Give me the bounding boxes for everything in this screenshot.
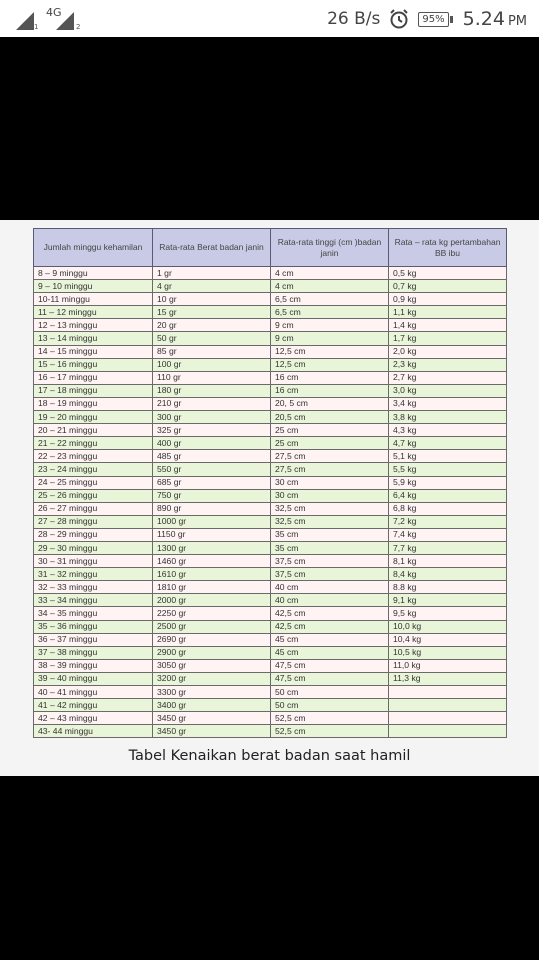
cell-weeks: 35 – 36 minggu: [34, 620, 153, 633]
cell-weight-gain: 0,7 kg: [389, 280, 507, 293]
cell-weight-gain: 7,7 kg: [389, 541, 507, 554]
cell-fetal-weight: 1300 gr: [153, 541, 271, 554]
table-row: [34, 712, 507, 725]
cell-fetal-height: 30 cm: [271, 476, 389, 489]
image-caption: Tabel Kenaikan berat badan saat hamil: [128, 748, 411, 764]
cell-fetal-weight: 1000 gr: [153, 515, 271, 528]
table-row: [34, 515, 507, 528]
cell-fetal-height: 52,5 cm: [271, 725, 389, 738]
header-weeks: Jumlah minggu kehamilan: [34, 229, 153, 267]
cell-weeks: 20 – 21 minggu: [34, 424, 153, 437]
cell-fetal-height: 20, 5 cm: [271, 397, 389, 410]
table-row: [34, 424, 507, 437]
cell-weight-gain: 7,2 kg: [389, 515, 507, 528]
table-row: [34, 411, 507, 424]
status-bar: [0, 0, 539, 37]
cell-fetal-height: 4 cm: [271, 280, 389, 293]
cell-weight-gain: 1,1 kg: [389, 306, 507, 319]
cell-weeks: 18 – 19 minggu: [34, 397, 153, 410]
table-row: [34, 594, 507, 607]
cell-weight-gain: 11,0 kg: [389, 659, 507, 672]
cell-weeks: 24 – 25 minggu: [34, 476, 153, 489]
cell-weight-gain: 2,3 kg: [389, 358, 507, 371]
cell-weight-gain: 2,0 kg: [389, 345, 507, 358]
cell-weight-gain: 2,7 kg: [389, 371, 507, 384]
cell-fetal-weight: 180 gr: [153, 384, 271, 397]
cell-weeks: 14 – 15 minggu: [34, 345, 153, 358]
cell-weight-gain: [389, 686, 507, 699]
table-header-row: [34, 229, 507, 267]
header-mother-weight-gain: Rata – rata kg pertambahan BB ibu: [389, 229, 507, 267]
status-right: [327, 6, 527, 32]
cell-fetal-height: 52,5 cm: [271, 712, 389, 725]
cell-fetal-weight: 2250 gr: [153, 607, 271, 620]
cell-fetal-height: 45 cm: [271, 633, 389, 646]
cell-weeks: 27 – 28 minggu: [34, 515, 153, 528]
cell-fetal-weight: 15 gr: [153, 306, 271, 319]
cell-fetal-weight: 1150 gr: [153, 528, 271, 541]
cell-fetal-weight: 400 gr: [153, 437, 271, 450]
cell-fetal-weight: 685 gr: [153, 476, 271, 489]
cell-weeks: 29 – 30 minggu: [34, 541, 153, 554]
cell-fetal-height: 32,5 cm: [271, 502, 389, 515]
cell-weeks: 42 – 43 minggu: [34, 712, 153, 725]
cell-weeks: 30 – 31 minggu: [34, 555, 153, 568]
table-row: [34, 528, 507, 541]
cell-fetal-height: 9 cm: [271, 319, 389, 332]
cell-weight-gain: 9,5 kg: [389, 607, 507, 620]
cell-fetal-height: 40 cm: [271, 581, 389, 594]
network-speed: 26 B/s: [327, 9, 381, 29]
cell-weeks: 34 – 35 minggu: [34, 607, 153, 620]
table-row: [34, 293, 507, 306]
cell-fetal-weight: 325 gr: [153, 424, 271, 437]
cell-fetal-height: 4 cm: [271, 267, 389, 280]
cell-weight-gain: 5,9 kg: [389, 476, 507, 489]
cell-weeks: 22 – 23 minggu: [34, 450, 153, 463]
table-row: [34, 397, 507, 410]
cell-fetal-height: 45 cm: [271, 646, 389, 659]
cell-fetal-weight: 1610 gr: [153, 568, 271, 581]
cell-fetal-height: 50 cm: [271, 699, 389, 712]
battery-icon: 95%: [418, 12, 448, 27]
cell-weeks: 41 – 42 minggu: [34, 699, 153, 712]
status-left: [14, 6, 81, 32]
cell-weight-gain: 8.8 kg: [389, 581, 507, 594]
cell-weeks: 25 – 26 minggu: [34, 489, 153, 502]
table-row: [34, 384, 507, 397]
header-fetal-weight: Rata-rata Berat badan janin: [153, 229, 271, 267]
cell-fetal-height: 12,5 cm: [271, 345, 389, 358]
table-row: [34, 725, 507, 738]
cell-weeks: 13 – 14 minggu: [34, 332, 153, 345]
cell-weeks: 16 – 17 minggu: [34, 371, 153, 384]
cell-fetal-weight: 85 gr: [153, 345, 271, 358]
signal-icon: [54, 10, 81, 32]
cell-weeks: 10-11 minggu: [34, 293, 153, 306]
cell-fetal-weight: 10 gr: [153, 293, 271, 306]
table-row: [34, 345, 507, 358]
cell-weeks: 37 – 38 minggu: [34, 646, 153, 659]
cell-fetal-height: 25 cm: [271, 437, 389, 450]
table-row: [34, 659, 507, 672]
cell-fetal-weight: 1460 gr: [153, 555, 271, 568]
cell-fetal-height: 47,5 cm: [271, 659, 389, 672]
cell-weight-gain: 8,4 kg: [389, 568, 507, 581]
cell-weeks: 36 – 37 minggu: [34, 633, 153, 646]
cell-fetal-weight: 3050 gr: [153, 659, 271, 672]
sim2-label: 2: [76, 23, 81, 31]
cell-fetal-height: 25 cm: [271, 424, 389, 437]
table-row: [34, 332, 507, 345]
table-row: [34, 633, 507, 646]
cell-weeks: 11 – 12 minggu: [34, 306, 153, 319]
table-row: [34, 672, 507, 685]
table-row: [34, 437, 507, 450]
cell-fetal-weight: 20 gr: [153, 319, 271, 332]
cell-fetal-weight: 550 gr: [153, 463, 271, 476]
network-type-label: 4G: [46, 6, 62, 19]
cell-weeks: 12 – 13 minggu: [34, 319, 153, 332]
cell-fetal-height: 42,5 cm: [271, 607, 389, 620]
clock-ampm: PM: [507, 14, 527, 29]
cell-weight-gain: 5,1 kg: [389, 450, 507, 463]
cell-weeks: 28 – 29 minggu: [34, 528, 153, 541]
cell-fetal-weight: 50 gr: [153, 332, 271, 345]
cell-weeks: 32 – 33 minggu: [34, 581, 153, 594]
cell-fetal-height: 47,5 cm: [271, 672, 389, 685]
cell-fetal-height: 42,5 cm: [271, 620, 389, 633]
cell-weeks: 17 – 18 minggu: [34, 384, 153, 397]
cell-fetal-weight: 3200 gr: [153, 672, 271, 685]
cell-weight-gain: 11,3 kg: [389, 672, 507, 685]
clock: [463, 8, 527, 30]
cell-weeks: 23 – 24 minggu: [34, 463, 153, 476]
cell-fetal-weight: 4 gr: [153, 280, 271, 293]
cell-fetal-height: 30 cm: [271, 489, 389, 502]
cell-fetal-weight: 3400 gr: [153, 699, 271, 712]
cell-fetal-weight: 1 gr: [153, 267, 271, 280]
cell-fetal-weight: 2690 gr: [153, 633, 271, 646]
cell-weeks: 19 – 20 minggu: [34, 411, 153, 424]
cell-fetal-weight: 100 gr: [153, 358, 271, 371]
cell-fetal-weight: 110 gr: [153, 371, 271, 384]
cell-weight-gain: 4,7 kg: [389, 437, 507, 450]
table-row: [34, 476, 507, 489]
cell-fetal-height: 35 cm: [271, 528, 389, 541]
table-row: [34, 450, 507, 463]
table-row: [34, 541, 507, 554]
table-row: [34, 581, 507, 594]
cell-fetal-height: 27,5 cm: [271, 450, 389, 463]
table-row: [34, 319, 507, 332]
cell-weight-gain: 3,0 kg: [389, 384, 507, 397]
cell-fetal-weight: 300 gr: [153, 411, 271, 424]
cell-fetal-weight: 2500 gr: [153, 620, 271, 633]
cell-weeks: 21 – 22 minggu: [34, 437, 153, 450]
cell-weight-gain: 0,9 kg: [389, 293, 507, 306]
cell-weight-gain: 3,4 kg: [389, 397, 507, 410]
cell-weight-gain: [389, 699, 507, 712]
alarm-icon: [388, 8, 410, 30]
table-row: [34, 463, 507, 476]
cell-fetal-weight: 890 gr: [153, 502, 271, 515]
cell-fetal-height: 20,5 cm: [271, 411, 389, 424]
cell-fetal-height: 16 cm: [271, 384, 389, 397]
cell-weight-gain: 0,5 kg: [389, 267, 507, 280]
cell-weight-gain: 10,4 kg: [389, 633, 507, 646]
cell-fetal-height: 9 cm: [271, 332, 389, 345]
cell-weight-gain: 5,5 kg: [389, 463, 507, 476]
pregnancy-weight-table: [33, 228, 507, 738]
cell-fetal-weight: 2900 gr: [153, 646, 271, 659]
cell-weight-gain: 10,5 kg: [389, 646, 507, 659]
cell-weeks: 33 – 34 minggu: [34, 594, 153, 607]
cell-fetal-weight: 1810 gr: [153, 581, 271, 594]
cell-fetal-height: 6,5 cm: [271, 306, 389, 319]
cell-fetal-weight: 750 gr: [153, 489, 271, 502]
cell-weight-gain: 1,4 kg: [389, 319, 507, 332]
cell-fetal-height: 16 cm: [271, 371, 389, 384]
cell-weight-gain: 4,3 kg: [389, 424, 507, 437]
sim1-label: 1: [34, 23, 39, 31]
table-row: [34, 699, 507, 712]
cell-weeks: 43- 44 minggu: [34, 725, 153, 738]
table-row: [34, 686, 507, 699]
cell-fetal-height: 40 cm: [271, 594, 389, 607]
cell-fetal-height: 6,5 cm: [271, 293, 389, 306]
cell-weight-gain: 6,8 kg: [389, 502, 507, 515]
cell-weeks: 15 – 16 minggu: [34, 358, 153, 371]
table-row: [34, 371, 507, 384]
table-row: [34, 267, 507, 280]
clock-time: 5.24: [462, 8, 505, 30]
cell-fetal-height: 12,5 cm: [271, 358, 389, 371]
table-row: [34, 358, 507, 371]
table-row: [34, 280, 507, 293]
signal-icon: [14, 10, 39, 32]
cell-weight-gain: 9,1 kg: [389, 594, 507, 607]
cell-fetal-weight: 3300 gr: [153, 686, 271, 699]
table-row: [34, 489, 507, 502]
table-row: [34, 555, 507, 568]
cell-weeks: 9 – 10 minggu: [34, 280, 153, 293]
table-row: [34, 502, 507, 515]
cell-weeks: 8 – 9 minggu: [34, 267, 153, 280]
cell-weight-gain: [389, 725, 507, 738]
cell-fetal-height: 35 cm: [271, 541, 389, 554]
cell-weeks: 40 – 41 minggu: [34, 686, 153, 699]
cell-fetal-weight: 210 gr: [153, 397, 271, 410]
cell-weight-gain: 1,7 kg: [389, 332, 507, 345]
table-row: [34, 646, 507, 659]
cell-weight-gain: 6,4 kg: [389, 489, 507, 502]
cell-weight-gain: 8,1 kg: [389, 555, 507, 568]
cell-fetal-height: 32,5 cm: [271, 515, 389, 528]
cell-fetal-height: 37,5 cm: [271, 568, 389, 581]
cell-weight-gain: 10,0 kg: [389, 620, 507, 633]
table-row: [34, 607, 507, 620]
cell-fetal-height: 50 cm: [271, 686, 389, 699]
cell-fetal-weight: 3450 gr: [153, 712, 271, 725]
cell-fetal-height: 37,5 cm: [271, 555, 389, 568]
table-row: [34, 306, 507, 319]
cell-fetal-height: 27,5 cm: [271, 463, 389, 476]
cell-weeks: 39 – 40 minggu: [34, 672, 153, 685]
header-fetal-height: Rata-rata tinggi (cm )badan janin: [271, 229, 389, 267]
cell-weeks: 26 – 27 minggu: [34, 502, 153, 515]
cell-fetal-weight: 3450 gr: [153, 725, 271, 738]
cell-fetal-weight: 2000 gr: [153, 594, 271, 607]
cell-weight-gain: 7,4 kg: [389, 528, 507, 541]
cell-weight-gain: [389, 712, 507, 725]
cell-weight-gain: 3,8 kg: [389, 411, 507, 424]
table-row: [34, 568, 507, 581]
cell-weeks: 38 – 39 minggu: [34, 659, 153, 672]
cell-weeks: 31 – 32 minggu: [34, 568, 153, 581]
table-row: [34, 620, 507, 633]
cell-fetal-weight: 485 gr: [153, 450, 271, 463]
